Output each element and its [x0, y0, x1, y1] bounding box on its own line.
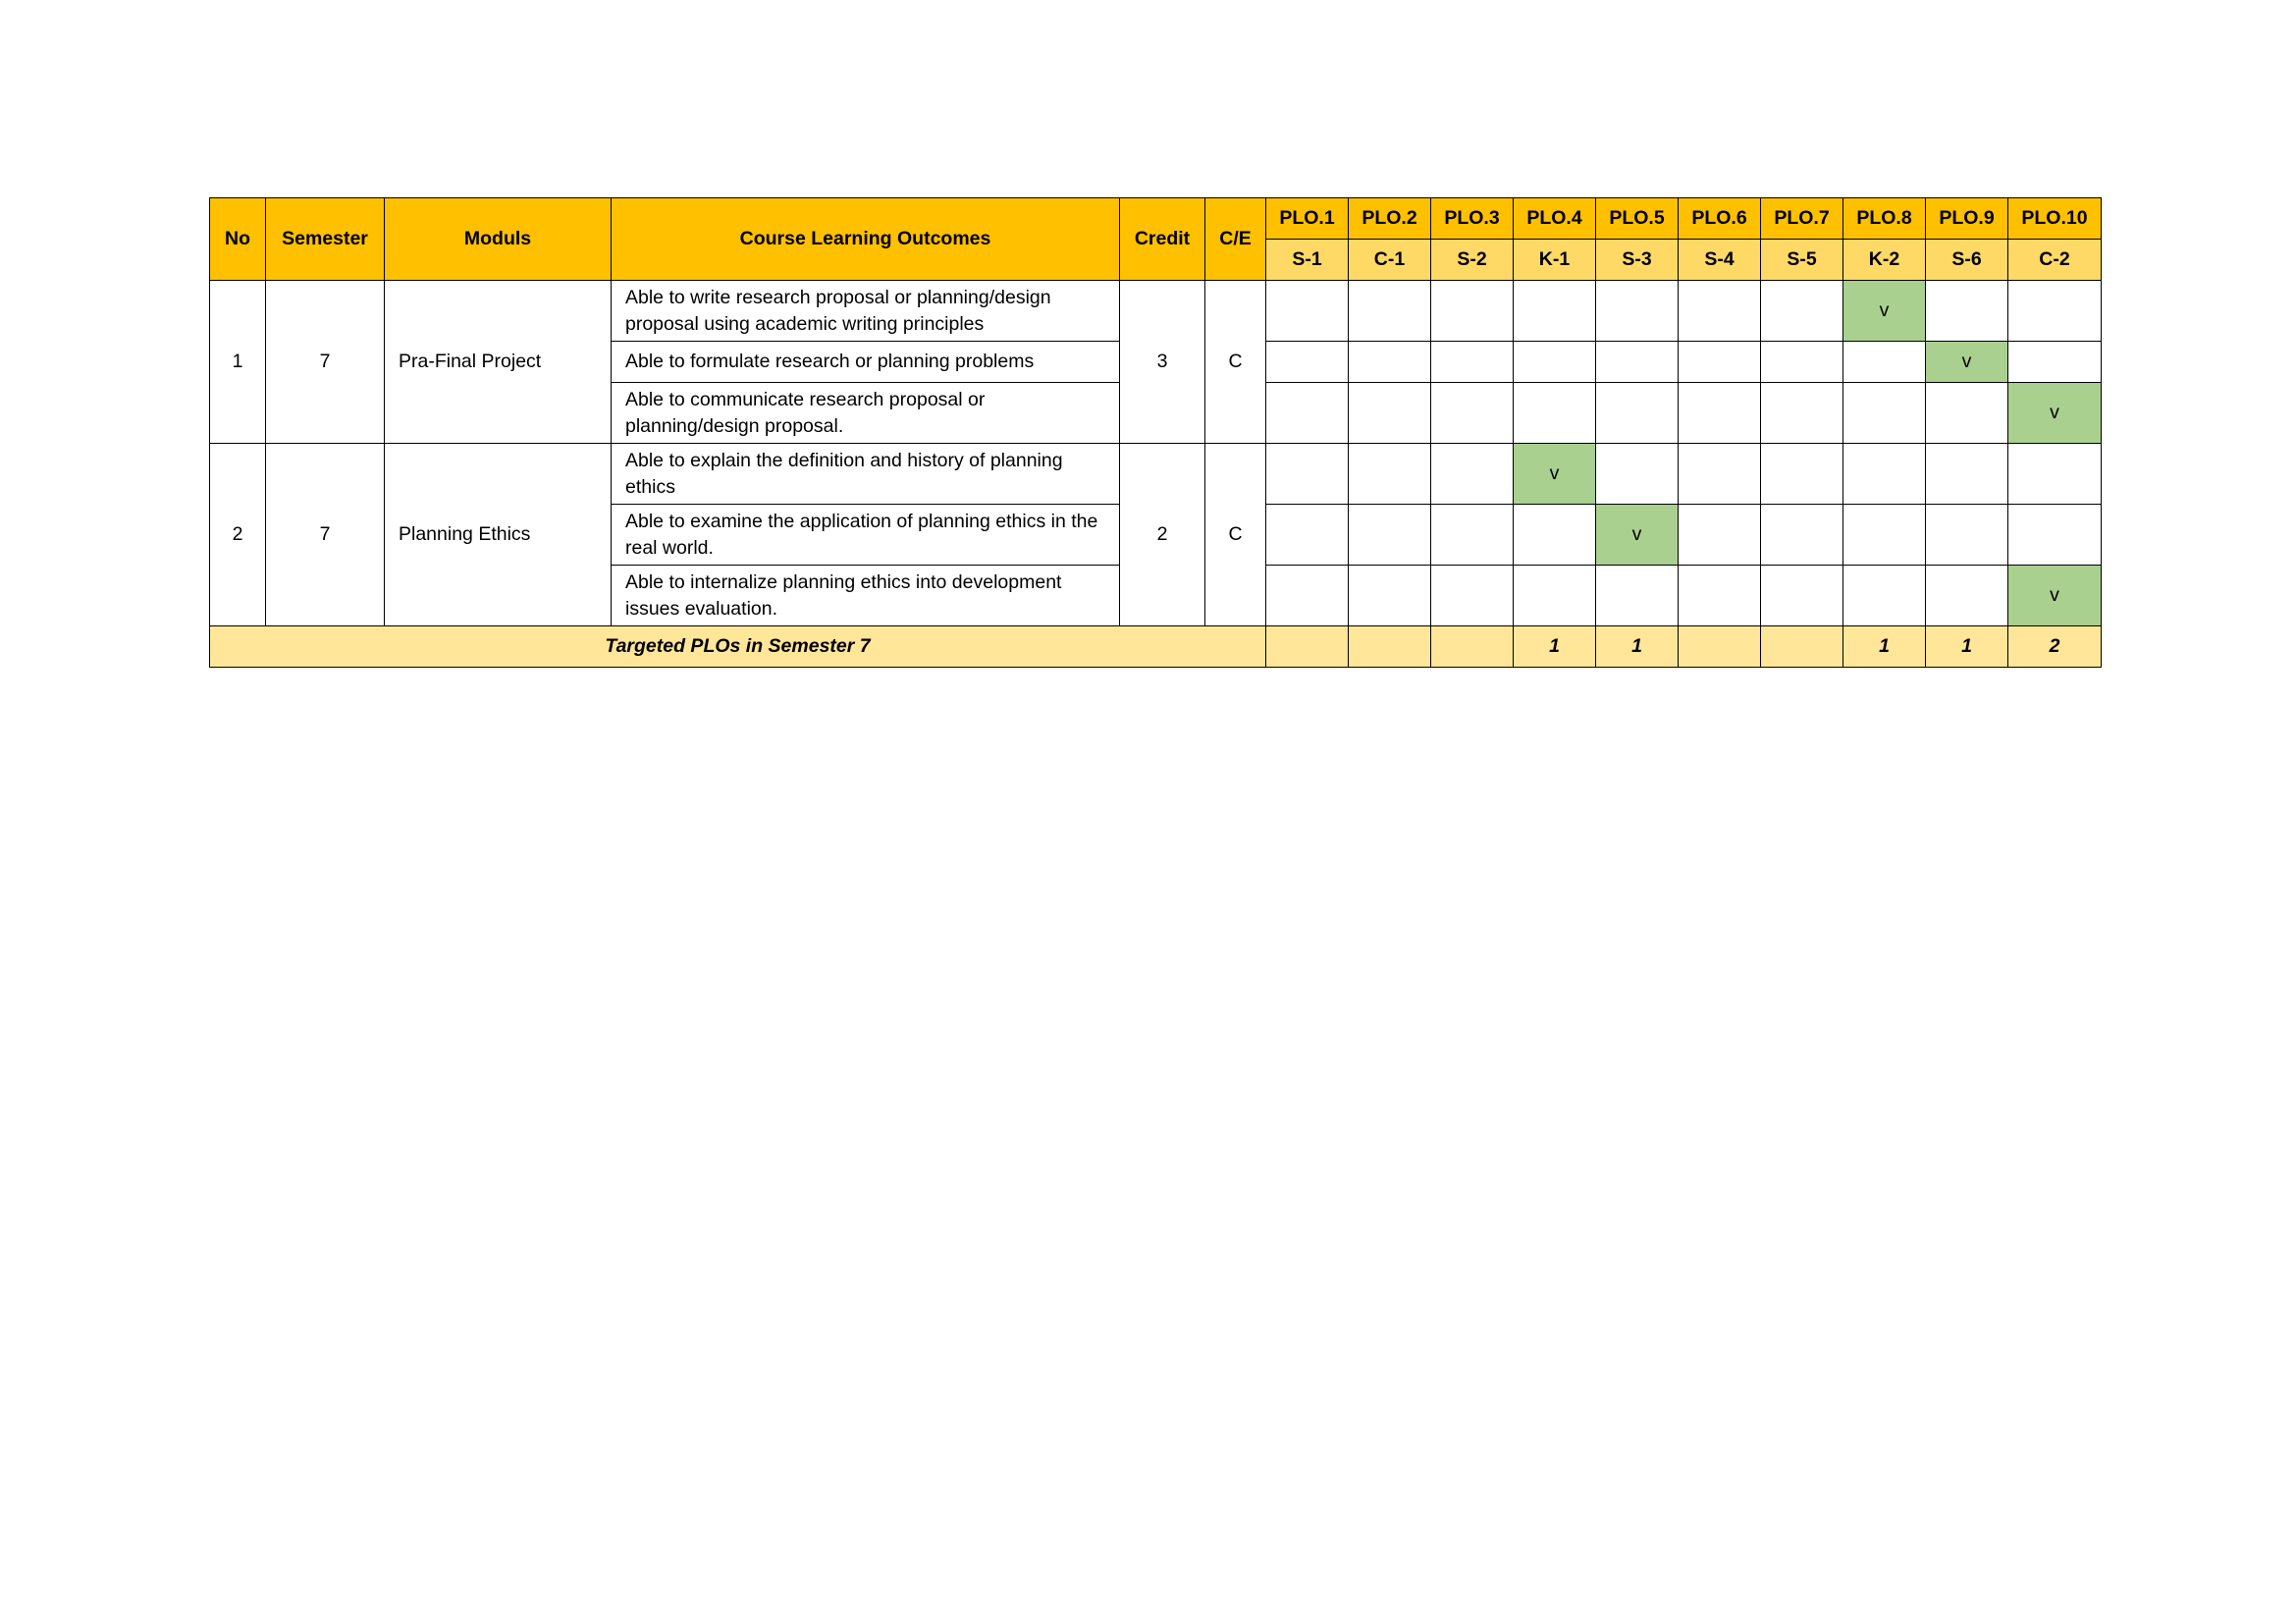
module-semester: 7: [266, 281, 385, 444]
total-value: [1349, 626, 1431, 668]
plo-header: PLO.8: [1843, 198, 1926, 240]
plo-mark-cell: [1514, 342, 1596, 383]
course-learning-outcome: Able to examine the application of planning ethics in the real world.: [612, 505, 1120, 566]
plo-mark-cell: [1349, 342, 1431, 383]
table-body: [210, 281, 2102, 668]
totals-row: [210, 626, 2102, 668]
plo-mark-cell: [1266, 383, 1349, 444]
plo-mark-cell: [1679, 342, 1761, 383]
plo-mark-cell: [1266, 444, 1349, 505]
plo-mark-cell: [1514, 505, 1596, 566]
module-name: Pra-Final Project: [385, 281, 612, 444]
plo-mark-cell: [1761, 281, 1843, 342]
course-learning-outcome: Able to formulate research or planning problems: [612, 342, 1120, 383]
plo-code: S-1: [1266, 240, 1349, 281]
plo-mark-cell: [1596, 566, 1679, 626]
plo-mark-cell: [1679, 505, 1761, 566]
plo-mark-cell: [1431, 444, 1514, 505]
module-credit: 3: [1120, 281, 1205, 444]
plo-header: PLO.1: [1266, 198, 1349, 240]
header-semester: Semester: [266, 198, 385, 281]
module-no: 2: [210, 444, 266, 626]
plo-mark-cell: v: [1596, 505, 1679, 566]
header-course-learning-outcomes: Course Learning Outcomes: [612, 198, 1120, 281]
module-name: Planning Ethics: [385, 444, 612, 626]
plo-code: S-5: [1761, 240, 1843, 281]
header-moduls: Moduls: [385, 198, 612, 281]
plo-mark-cell: [1843, 566, 1926, 626]
plo-mark-cell: [1266, 281, 1349, 342]
plo-mark-cell: [1266, 342, 1349, 383]
total-value: [1761, 626, 1843, 668]
plo-mark-cell: [1349, 505, 1431, 566]
total-value: 1: [1596, 626, 1679, 668]
plo-mark-cell: [1431, 383, 1514, 444]
header-ce: C/E: [1205, 198, 1266, 281]
module-no: 1: [210, 281, 266, 444]
module-semester: 7: [266, 444, 385, 626]
plo-mark-cell: [1349, 444, 1431, 505]
plo-code: S-2: [1431, 240, 1514, 281]
course-learning-outcome: Able to communicate research proposal or planning/design proposal.: [612, 383, 1120, 444]
total-value: 1: [1926, 626, 2008, 668]
plo-mark-cell: [1349, 281, 1431, 342]
table-row: [210, 444, 2102, 505]
plo-mark-cell: [1761, 383, 1843, 444]
plo-mark-cell: [1926, 281, 2008, 342]
plo-mark-cell: [1843, 383, 1926, 444]
plo-mark-cell: [1266, 566, 1349, 626]
plo-mark-cell: v: [1514, 444, 1596, 505]
total-value: 2: [2008, 626, 2102, 668]
plo-mark-cell: [1514, 566, 1596, 626]
plo-code: C-1: [1349, 240, 1431, 281]
total-value: [1679, 626, 1761, 668]
plo-code: K-1: [1514, 240, 1596, 281]
header-no: No: [210, 198, 266, 281]
plo-mark-cell: [2008, 505, 2102, 566]
plo-mark-cell: [1596, 281, 1679, 342]
course-learning-outcome: Able to write research proposal or planning/design proposal using academic writing principles: [612, 281, 1120, 342]
plo-mark-cell: [1926, 383, 2008, 444]
plo-mark-cell: [1679, 566, 1761, 626]
plo-mark-cell: [1514, 383, 1596, 444]
plo-mark-cell: [1596, 444, 1679, 505]
total-value: 1: [1843, 626, 1926, 668]
plo-mark-cell: [1266, 505, 1349, 566]
plo-mark-cell: [1679, 281, 1761, 342]
plo-mark-cell: [1761, 444, 1843, 505]
plo-mark-cell: [1926, 505, 2008, 566]
totals-label: Targeted PLOs in Semester 7: [210, 626, 1266, 668]
total-value: [1431, 626, 1514, 668]
plo-mark-cell: [1761, 342, 1843, 383]
plo-mark-cell: [1843, 505, 1926, 566]
plo-header: PLO.3: [1431, 198, 1514, 240]
plo-code: S-6: [1926, 240, 2008, 281]
plo-code: S-4: [1679, 240, 1761, 281]
course-learning-outcome: Able to explain the definition and history of planning ethics: [612, 444, 1120, 505]
plo-mark-cell: [1431, 505, 1514, 566]
plo-mark-cell: [1596, 383, 1679, 444]
plo-mark-cell: [1596, 342, 1679, 383]
plo-mark-cell: [1679, 383, 1761, 444]
plo-mark-cell: [1761, 566, 1843, 626]
plo-mark-cell: v: [2008, 383, 2102, 444]
header-credit: Credit: [1120, 198, 1205, 281]
plo-mark-cell: [1843, 342, 1926, 383]
plo-code: K-2: [1843, 240, 1926, 281]
plo-mark-cell: v: [2008, 566, 2102, 626]
plo-code: S-3: [1596, 240, 1679, 281]
plo-mark-cell: [1431, 342, 1514, 383]
plo-mark-cell: [2008, 342, 2102, 383]
module-ce: C: [1205, 281, 1266, 444]
total-value: [1266, 626, 1349, 668]
plo-mark-cell: [1349, 566, 1431, 626]
module-credit: 2: [1120, 444, 1205, 626]
plo-mark-cell: v: [1926, 342, 2008, 383]
plo-header: PLO.2: [1349, 198, 1431, 240]
plo-mark-cell: [1926, 444, 2008, 505]
plo-mark-cell: [1431, 281, 1514, 342]
table-row: [210, 281, 2102, 342]
plo-mark-cell: [1843, 444, 1926, 505]
plo-header: PLO.5: [1596, 198, 1679, 240]
plo-header: PLO.10: [2008, 198, 2102, 240]
plo-mark-cell: v: [1843, 281, 1926, 342]
plo-mark-cell: [1926, 566, 2008, 626]
total-value: 1: [1514, 626, 1596, 668]
plo-mark-cell: [1349, 383, 1431, 444]
plo-header: PLO.4: [1514, 198, 1596, 240]
plo-header: PLO.9: [1926, 198, 2008, 240]
plo-header: PLO.7: [1761, 198, 1843, 240]
plo-mark-cell: [2008, 281, 2102, 342]
plo-mark-cell: [1679, 444, 1761, 505]
module-ce: C: [1205, 444, 1266, 626]
plo-mark-cell: [2008, 444, 2102, 505]
plo-header: PLO.6: [1679, 198, 1761, 240]
plo-code: C-2: [2008, 240, 2102, 281]
header-row: [210, 198, 2102, 240]
plo-mark-cell: [1514, 281, 1596, 342]
plo-mark-cell: [1761, 505, 1843, 566]
course-learning-outcome: Able to internalize planning ethics into development issues evaluation.: [612, 566, 1120, 626]
plo-mapping-table: [209, 197, 2102, 668]
plo-mark-cell: [1431, 566, 1514, 626]
